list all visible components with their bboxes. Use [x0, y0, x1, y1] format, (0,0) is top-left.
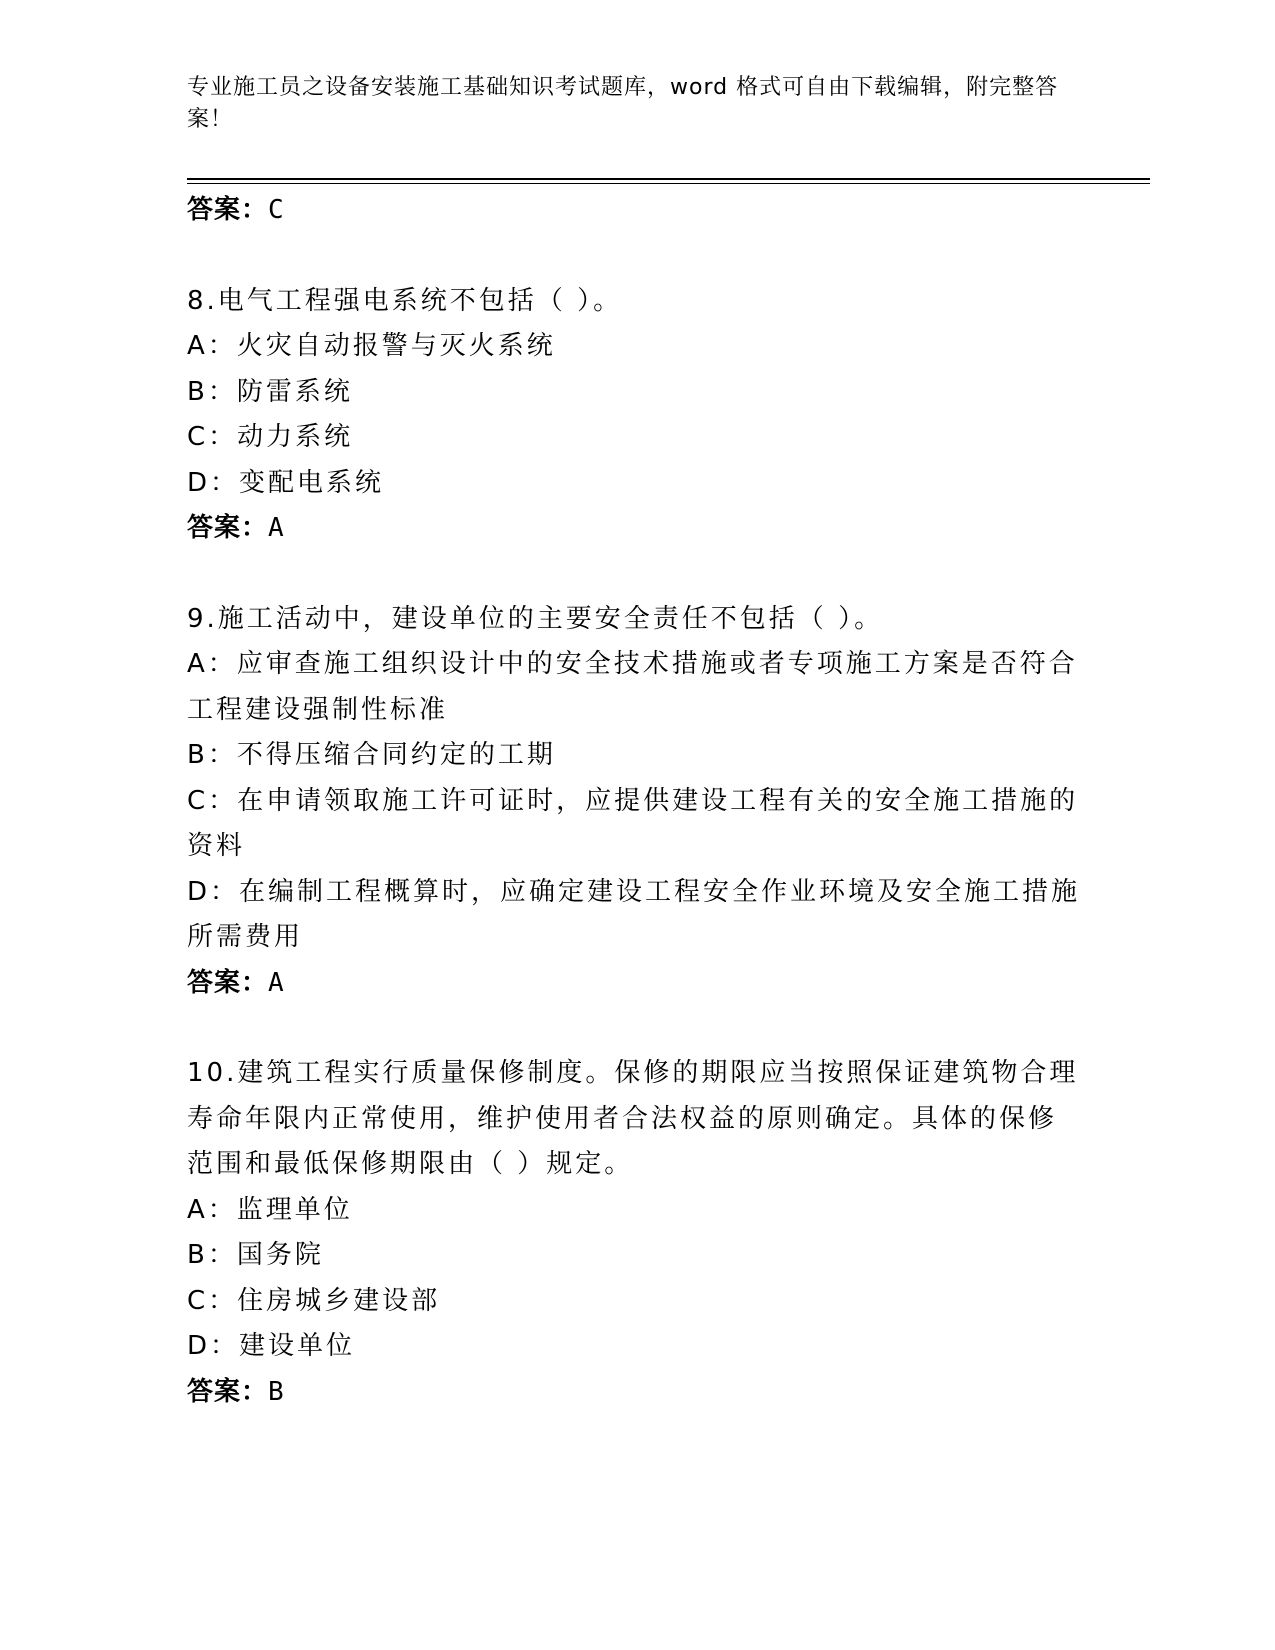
option-c: C：动力系统 — [187, 422, 354, 452]
option-c: C：住房城乡建设部 — [187, 1285, 441, 1316]
question-stem-line-1: 10.建筑工程实行质量保修制度。保修的期限应当按照保证建筑物合理 — [187, 1058, 1079, 1088]
answer-value: B — [268, 1376, 285, 1407]
spacer — [187, 552, 1077, 597]
question-stem: 8.电气工程强电系统不包括（ ）。 — [187, 285, 623, 316]
option-b: B：不得压缩合同约定的工期 — [187, 740, 556, 770]
answer-label: 答案： — [187, 967, 269, 998]
option-c-line-2: 资料 — [187, 831, 246, 861]
answer-value: A — [268, 967, 285, 998]
question-stem-line-2: 寿命年限内正常使用，维护使用者合法权益的原则确定。具体的保修 — [187, 1103, 1058, 1134]
answer-value: C — [268, 195, 285, 225]
header-divider-thick — [187, 178, 1150, 180]
option-a-line-1: A：应审查施工组织设计中的安全技术措施或者专项施工方案是否符合 — [187, 649, 1078, 679]
answer-label: 答案： — [187, 195, 269, 225]
question-8 — [187, 279, 1077, 552]
option-c-line-1: C：在申请领取施工许可证时，应提供建设工程有关的安全施工措施的 — [187, 785, 1079, 816]
document-body — [187, 188, 1081, 1415]
question-10 — [187, 1051, 1077, 1415]
answer-line — [187, 961, 1077, 1007]
question-9 — [187, 597, 1081, 1007]
option-d: D：变配电系统 — [187, 467, 385, 498]
spacer — [187, 234, 1077, 279]
answer-label: 答案： — [187, 513, 269, 543]
answer-value: A — [268, 513, 285, 543]
option-d: D：建设单位 — [187, 1331, 356, 1361]
option-a: A：火灾自动报警与灭火系统 — [187, 331, 556, 361]
option-d-line-1: D：在编制工程概算时，应确定建设工程安全作业环境及安全施工措施 — [187, 876, 1081, 907]
option-b: B：国务院 — [187, 1240, 324, 1270]
answer-line-q7 — [187, 188, 1077, 234]
question-stem-line-3: 范围和最低保修期限由（ ）规定。 — [187, 1149, 634, 1179]
header-divider-thin — [187, 183, 1150, 184]
document-header: 专业施工员之设备安装施工基础知识考试题库，word 格式可自由下载编辑，附完整答案！ — [187, 75, 1059, 132]
answer-line — [187, 1370, 1077, 1416]
spacer — [187, 1006, 1077, 1051]
answer-label: 答案： — [187, 1376, 269, 1407]
answer-line — [187, 506, 1077, 552]
option-b: B：防雷系统 — [187, 376, 353, 407]
option-d-line-2: 所需费用 — [187, 922, 304, 952]
question-stem: 9.施工活动中，建设单位的主要安全责任不包括（ ）。 — [187, 603, 884, 634]
option-a-line-2: 工程建设强制性标准 — [187, 694, 449, 725]
option-a: A：监理单位 — [187, 1194, 353, 1225]
